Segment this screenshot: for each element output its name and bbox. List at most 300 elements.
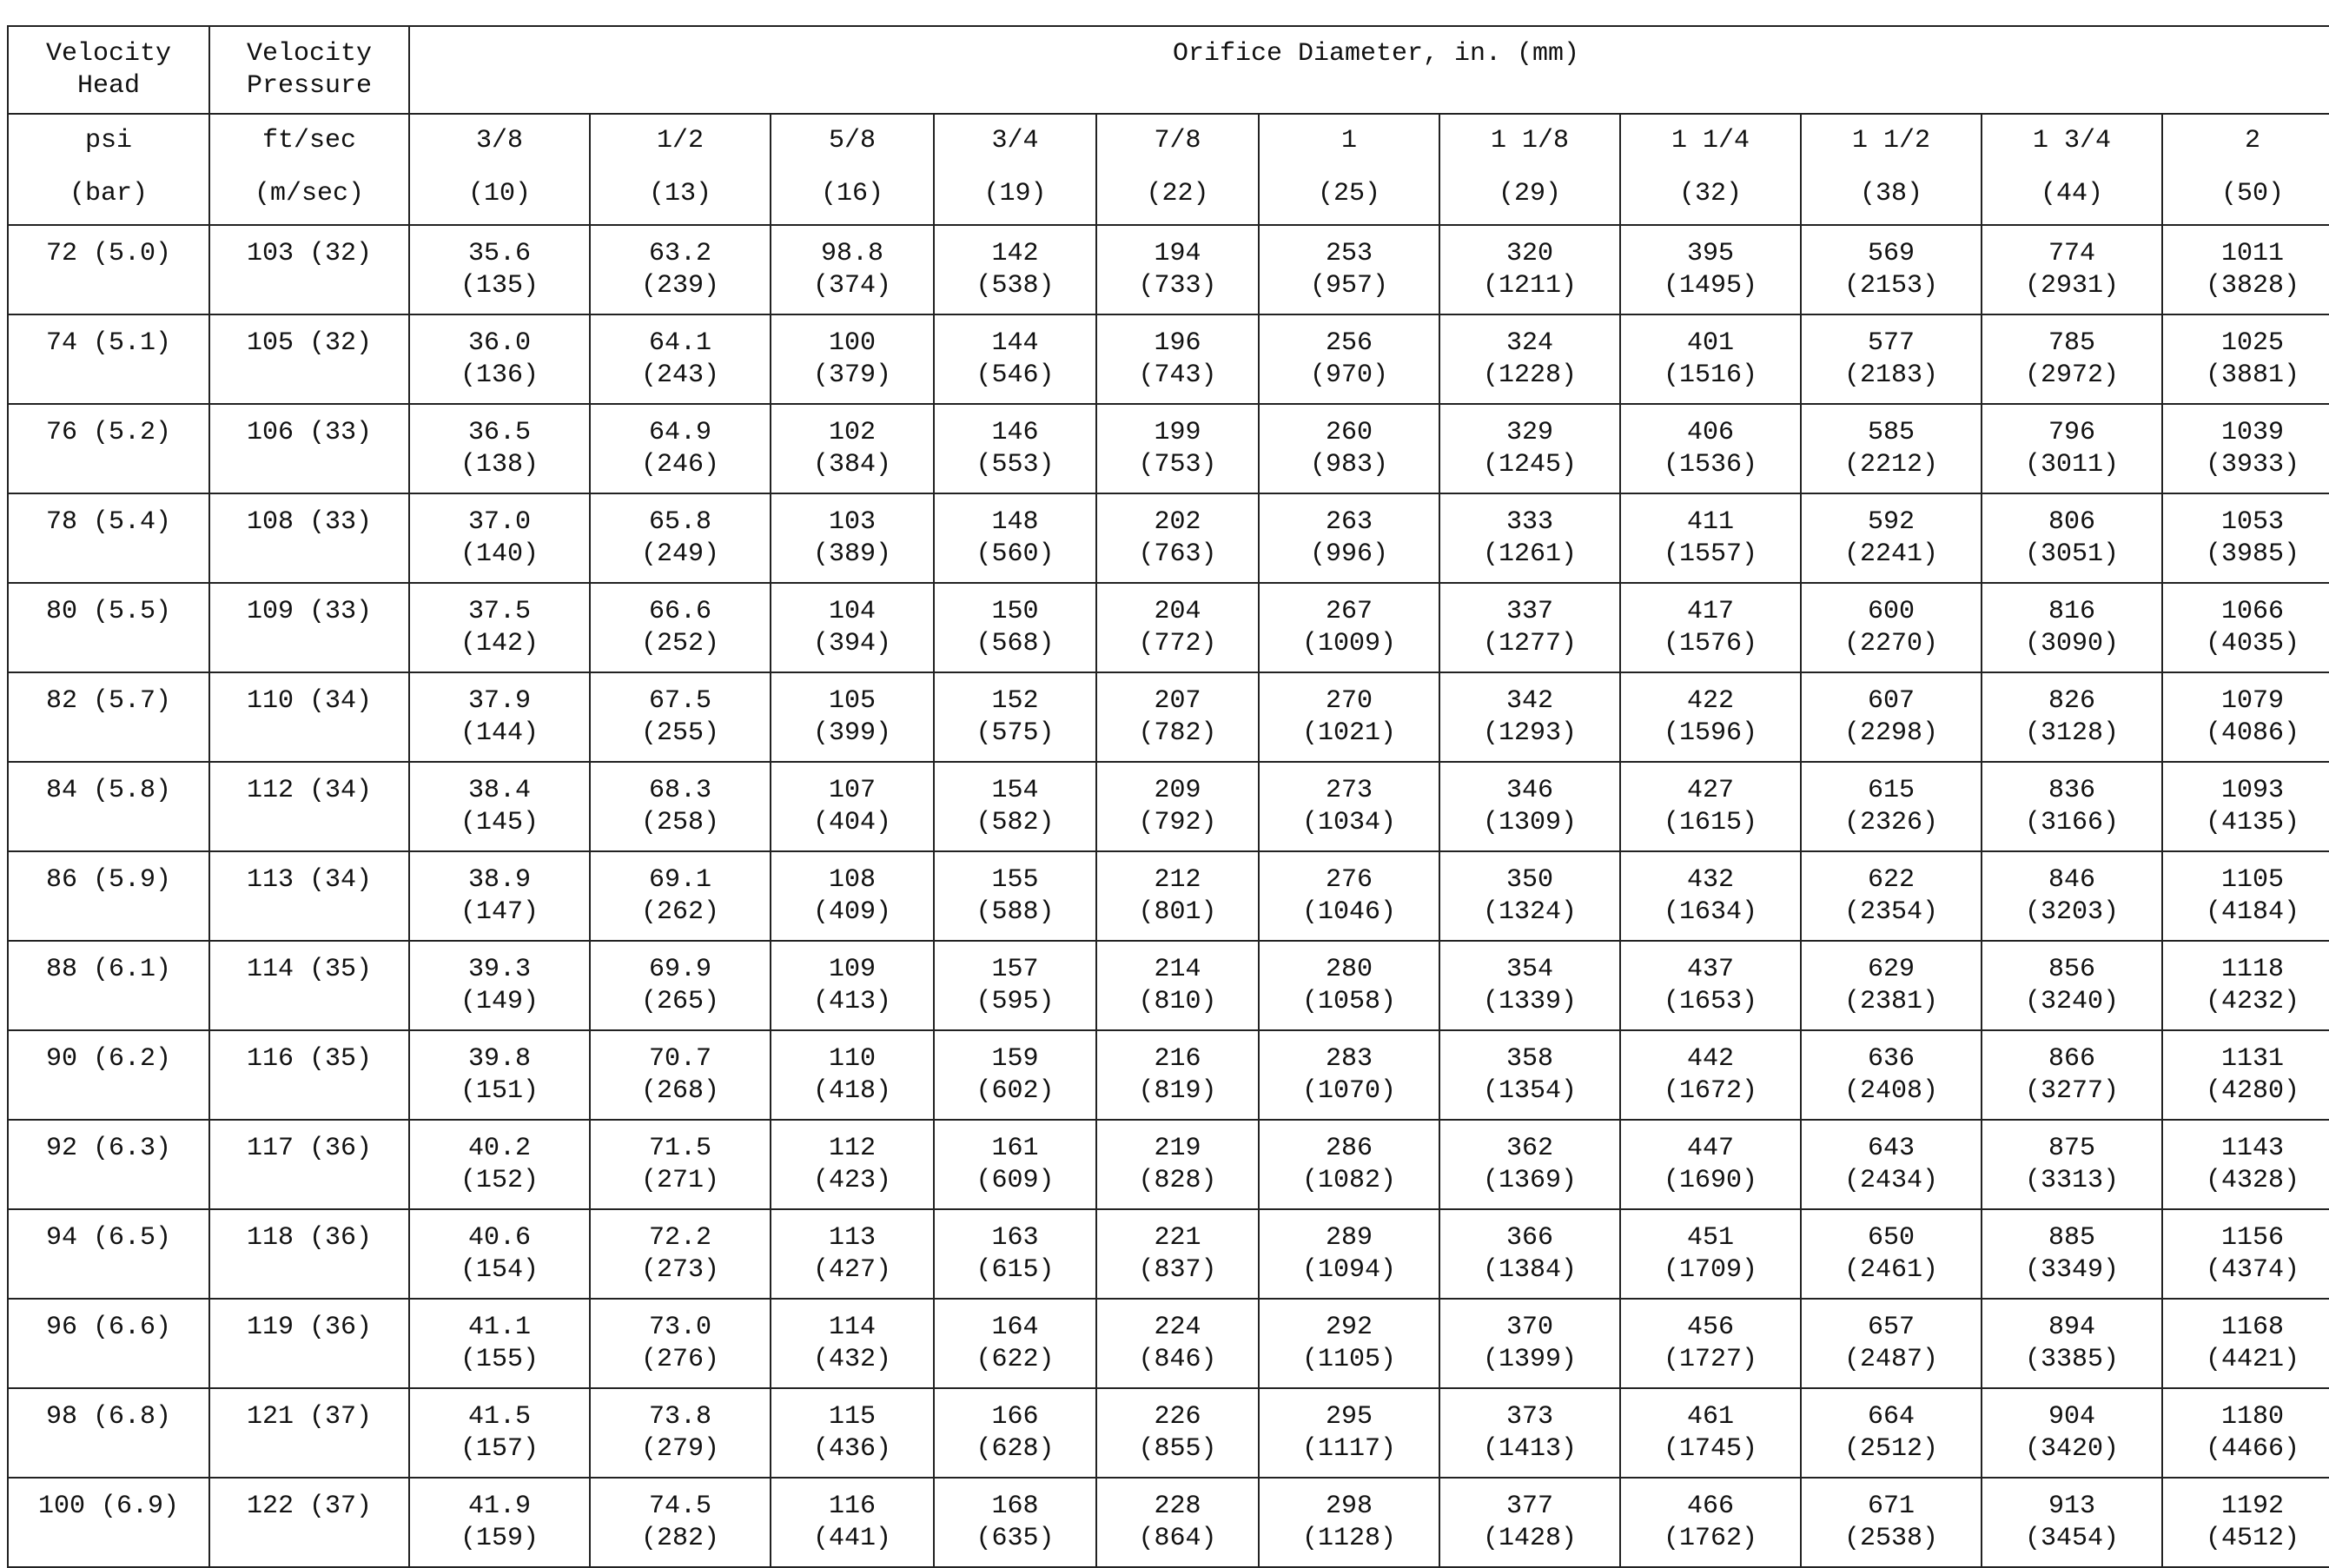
flow-cell: [590, 1120, 771, 1209]
diameter-mm: (25): [1317, 179, 1380, 208]
flow-gpm: 152: [991, 686, 1039, 716]
flow-cell: [1620, 1209, 1801, 1299]
flow-cell: [1259, 941, 1439, 1030]
flow-cell: [1439, 493, 1620, 583]
flow-lpm: (1228): [1482, 361, 1578, 390]
diameter-mm: (16): [820, 179, 883, 208]
flow-cell: [1982, 941, 2162, 1030]
flow-lpm: (282): [640, 1524, 719, 1553]
flow-gpm: 615: [1867, 776, 1915, 805]
flow-lpm: (1709): [1663, 1255, 1758, 1285]
flow-gpm: 622: [1867, 865, 1915, 895]
flow-lpm: (149): [460, 987, 539, 1016]
flow-lpm: (1536): [1663, 450, 1758, 480]
flow-lpm: (1516): [1663, 361, 1758, 390]
flow-cell: [1620, 404, 1801, 493]
flow-cell: [1801, 1120, 1982, 1209]
flow-cell: [1439, 672, 1620, 762]
flow-gpm: 664: [1867, 1402, 1915, 1432]
flow-lpm: (609): [976, 1166, 1055, 1195]
velocity-pressure-cell: 106 (33): [209, 404, 409, 493]
flow-cell: [409, 1299, 590, 1388]
table-row: [8, 1299, 2329, 1388]
flow-cell: [771, 941, 934, 1030]
flow-gpm: 342: [1505, 686, 1553, 716]
diameter-inches: 1: [1340, 126, 1357, 155]
table-row: [8, 1388, 2329, 1478]
flow-lpm: (1399): [1482, 1345, 1578, 1374]
flow-cell: [934, 851, 1096, 941]
flow-lpm: (1009): [1301, 629, 1397, 658]
flow-lpm: (628): [976, 1434, 1055, 1464]
flow-gpm: 362: [1505, 1134, 1553, 1163]
flow-gpm: 1066: [2220, 597, 2284, 626]
flow-lpm: (1634): [1663, 897, 1758, 927]
flow-lpm: (4280): [2205, 1076, 2300, 1106]
flow-gpm: 607: [1867, 686, 1915, 716]
flow-lpm: (142): [460, 629, 539, 658]
flow-gpm: 104: [828, 597, 876, 626]
velocity-pressure-cell: 109 (33): [209, 583, 409, 672]
flow-cell: [2162, 225, 2329, 314]
diameter-inches: 3/8: [475, 126, 523, 155]
flow-cell: [1801, 762, 1982, 851]
diameter-header-cell: [409, 114, 590, 225]
flow-gpm: 629: [1867, 955, 1915, 984]
flow-gpm: 456: [1686, 1313, 1734, 1342]
flow-cell: [1620, 762, 1801, 851]
flow-lpm: (140): [460, 539, 539, 569]
flow-cell: [771, 1209, 934, 1299]
flow-lpm: (409): [812, 897, 891, 927]
flow-gpm: 107: [828, 776, 876, 805]
flow-cell: [1982, 672, 2162, 762]
flow-lpm: (4135): [2205, 808, 2300, 837]
velocity-head-cell: 76 (5.2): [8, 404, 209, 493]
flow-lpm: (4374): [2205, 1255, 2300, 1285]
flow-lpm: (1211): [1482, 271, 1578, 301]
table-body: [8, 225, 2329, 1567]
velocity-head-cell: 74 (5.1): [8, 314, 209, 404]
flow-cell: [1439, 851, 1620, 941]
flow-cell: [2162, 1209, 2329, 1299]
flow-lpm: (2972): [2024, 361, 2120, 390]
flow-lpm: (2512): [1843, 1434, 1939, 1464]
flow-gpm: 36.0: [467, 328, 531, 358]
flow-cell: [409, 1478, 590, 1567]
flow-cell: [409, 314, 590, 404]
flow-cell: [1439, 404, 1620, 493]
flow-cell: [771, 1030, 934, 1120]
flow-gpm: 1025: [2220, 328, 2284, 358]
diameter-header-cell: [2162, 114, 2329, 225]
flow-cell: [2162, 851, 2329, 941]
flow-cell: [2162, 493, 2329, 583]
flow-gpm: 150: [991, 597, 1039, 626]
velocity-head-cell: 84 (5.8): [8, 762, 209, 851]
flow-gpm: 856: [2048, 955, 2095, 984]
diameter-header-cell: [1439, 114, 1620, 225]
table-row: [8, 1478, 2329, 1567]
flow-lpm: (1690): [1663, 1166, 1758, 1195]
flow-gpm: 1118: [2220, 955, 2284, 984]
flow-cell: [1620, 225, 1801, 314]
flow-lpm: (4086): [2205, 718, 2300, 748]
flow-cell: [1620, 1120, 1801, 1209]
velocity-pressure-cell: 114 (35): [209, 941, 409, 1030]
flow-lpm: (3240): [2024, 987, 2120, 1016]
orifice-diameter-label: Orifice Diameter, in. (mm): [1172, 39, 1580, 69]
flow-cell: [1801, 1388, 1982, 1478]
flow-gpm: 466: [1686, 1492, 1734, 1521]
flow-gpm: 168: [991, 1492, 1039, 1521]
flow-lpm: (819): [1138, 1076, 1217, 1106]
flow-cell: [1620, 1030, 1801, 1120]
velocity-pressure-cell: 122 (37): [209, 1478, 409, 1567]
flow-gpm: 577: [1867, 328, 1915, 358]
flow-gpm: 1053: [2220, 507, 2284, 537]
flow-gpm: 40.6: [467, 1223, 531, 1253]
flow-gpm: 64.1: [648, 328, 711, 358]
velocity-head-cell: 82 (5.7): [8, 672, 209, 762]
flow-lpm: (957): [1309, 271, 1388, 301]
flow-gpm: 1168: [2220, 1313, 2284, 1342]
flow-lpm: (2212): [1843, 450, 1939, 480]
flow-gpm: 280: [1325, 955, 1373, 984]
diameter-mm: (22): [1146, 179, 1209, 208]
flow-lpm: (1034): [1301, 808, 1397, 837]
flow-lpm: (1369): [1482, 1166, 1578, 1195]
flow-gpm: 194: [1154, 239, 1201, 268]
flow-lpm: (3090): [2024, 629, 2120, 658]
flow-gpm: 292: [1325, 1313, 1373, 1342]
flow-gpm: 657: [1867, 1313, 1915, 1342]
flow-gpm: 38.4: [467, 776, 531, 805]
flow-gpm: 1131: [2220, 1044, 2284, 1074]
flow-lpm: (3203): [2024, 897, 2120, 927]
flow-cell: [1096, 225, 1259, 314]
flow-lpm: (2298): [1843, 718, 1939, 748]
flow-lpm: (255): [640, 718, 719, 748]
flow-lpm: (1745): [1663, 1434, 1758, 1464]
flow-cell: [1439, 1120, 1620, 1209]
flow-cell: [409, 672, 590, 762]
flow-cell: [1620, 851, 1801, 941]
table-row: [8, 1209, 2329, 1299]
flow-cell: [1801, 225, 1982, 314]
flow-cell: [934, 1299, 1096, 1388]
flow-gpm: 1105: [2220, 865, 2284, 895]
flow-gpm: 68.3: [648, 776, 711, 805]
flow-cell: [934, 493, 1096, 583]
flow-gpm: 650: [1867, 1223, 1915, 1253]
flow-lpm: (635): [976, 1524, 1055, 1553]
flow-cell: [1439, 1030, 1620, 1120]
flow-cell: [1620, 1478, 1801, 1567]
flow-gpm: 1011: [2220, 239, 2284, 268]
flow-gpm: 636: [1867, 1044, 1915, 1074]
flow-cell: [1801, 314, 1982, 404]
flow-gpm: 253: [1325, 239, 1373, 268]
flow-cell: [1096, 672, 1259, 762]
flow-lpm: (3349): [2024, 1255, 2120, 1285]
velocity-pressure-cell: 118 (36): [209, 1209, 409, 1299]
flow-gpm: 283: [1325, 1044, 1373, 1074]
velocity-head-cell: 100 (6.9): [8, 1478, 209, 1567]
flow-gpm: 592: [1867, 507, 1915, 537]
flow-cell: [1096, 1120, 1259, 1209]
flow-lpm: (3313): [2024, 1166, 2120, 1195]
diameter-mm: (38): [1859, 179, 1922, 208]
flow-gpm: 643: [1867, 1134, 1915, 1163]
flow-gpm: 41.1: [467, 1313, 531, 1342]
flow-gpm: 115: [828, 1402, 876, 1432]
flow-gpm: 35.6: [467, 239, 531, 268]
table-row: [8, 672, 2329, 762]
flow-gpm: 105: [828, 686, 876, 716]
flow-cell: [771, 1120, 934, 1209]
flow-gpm: 164: [991, 1313, 1039, 1342]
flow-lpm: (252): [640, 629, 719, 658]
flow-lpm: (3011): [2024, 450, 2120, 480]
flow-lpm: (1261): [1482, 539, 1578, 569]
flow-cell: [1982, 493, 2162, 583]
flow-gpm: 437: [1686, 955, 1734, 984]
flow-cell: [2162, 404, 2329, 493]
flow-lpm: (546): [976, 361, 1055, 390]
flow-lpm: (2354): [1843, 897, 1939, 927]
flow-gpm: 144: [991, 328, 1039, 358]
flow-cell: [1259, 1030, 1439, 1120]
flow-lpm: (136): [460, 361, 539, 390]
flow-lpm: (1117): [1301, 1434, 1397, 1464]
flow-gpm: 320: [1505, 239, 1553, 268]
velocity-head-cell: 90 (6.2): [8, 1030, 209, 1120]
flow-gpm: 366: [1505, 1223, 1553, 1253]
flow-gpm: 199: [1154, 418, 1201, 447]
diameter-inches: 7/8: [1154, 126, 1201, 155]
flow-cell: [1096, 1030, 1259, 1120]
flow-lpm: (837): [1138, 1255, 1217, 1285]
flow-lpm: (743): [1138, 361, 1217, 390]
flow-gpm: 40.2: [467, 1134, 531, 1163]
flow-cell: [1801, 493, 1982, 583]
flow-cell: [590, 1388, 771, 1478]
flow-gpm: 214: [1154, 955, 1201, 984]
flow-lpm: (418): [812, 1076, 891, 1106]
flow-cell: [590, 1030, 771, 1120]
flow-lpm: (1058): [1301, 987, 1397, 1016]
flow-lpm: (3128): [2024, 718, 2120, 748]
flow-cell: [771, 583, 934, 672]
flow-lpm: (3385): [2024, 1345, 2120, 1374]
flow-cell: [2162, 941, 2329, 1030]
flow-lpm: (144): [460, 718, 539, 748]
flow-lpm: (404): [812, 808, 891, 837]
flow-cell: [590, 672, 771, 762]
flow-gpm: 70.7: [648, 1044, 711, 1074]
flow-gpm: 148: [991, 507, 1039, 537]
flow-gpm: 600: [1867, 597, 1915, 626]
flow-cell: [590, 493, 771, 583]
flow-gpm: 161: [991, 1134, 1039, 1163]
flow-cell: [2162, 1388, 2329, 1478]
flow-gpm: 37.5: [467, 597, 531, 626]
flow-cell: [590, 583, 771, 672]
flow-lpm: (258): [640, 808, 719, 837]
flow-gpm: 846: [2048, 865, 2095, 895]
table-row: [8, 493, 2329, 583]
flow-cell: [1096, 941, 1259, 1030]
flow-lpm: (239): [640, 271, 719, 301]
flow-lpm: (575): [976, 718, 1055, 748]
flow-lpm: (1046): [1301, 897, 1397, 927]
flow-lpm: (155): [460, 1345, 539, 1374]
flow-cell: [1096, 1478, 1259, 1567]
diameter-inches: 3/4: [991, 126, 1039, 155]
flow-lpm: (1557): [1663, 539, 1758, 569]
flow-gpm: 569: [1867, 239, 1915, 268]
flow-cell: [409, 851, 590, 941]
diameter-mm: (44): [2040, 179, 2103, 208]
flow-lpm: (1384): [1482, 1255, 1578, 1285]
velocity-head-cell: 96 (6.6): [8, 1299, 209, 1388]
diameter-header-cell: [934, 114, 1096, 225]
flow-cell: [1259, 493, 1439, 583]
table-row: [8, 851, 2329, 941]
flow-gpm: 417: [1686, 597, 1734, 626]
velocity-head-cell: 88 (6.1): [8, 941, 209, 1030]
flow-cell: [771, 314, 934, 404]
flow-gpm: 432: [1686, 865, 1734, 895]
diameter-inches: 1 1/8: [1490, 126, 1569, 155]
flow-cell: [2162, 672, 2329, 762]
flow-lpm: (763): [1138, 539, 1217, 569]
flow-gpm: 904: [2048, 1402, 2095, 1432]
flow-lpm: (2241): [1843, 539, 1939, 569]
flow-lpm: (3420): [2024, 1434, 2120, 1464]
velocity-pressure-cell: 112 (34): [209, 762, 409, 851]
diameter-header-cell: [1096, 114, 1259, 225]
flow-lpm: (135): [460, 271, 539, 301]
flow-cell: [771, 1478, 934, 1567]
flow-gpm: 166: [991, 1402, 1039, 1432]
flow-lpm: (151): [460, 1076, 539, 1106]
flow-lpm: (568): [976, 629, 1055, 658]
flow-lpm: (389): [812, 539, 891, 569]
flow-cell: [409, 225, 590, 314]
flow-cell: [1801, 1299, 1982, 1388]
velocity-pressure-cell: 121 (37): [209, 1388, 409, 1478]
flow-lpm: (2326): [1843, 808, 1939, 837]
flow-gpm: 41.5: [467, 1402, 531, 1432]
flow-lpm: (864): [1138, 1524, 1217, 1553]
flow-gpm: 826: [2048, 686, 2095, 716]
flow-gpm: 447: [1686, 1134, 1734, 1163]
table-row: [8, 1120, 2329, 1209]
flow-cell: [1801, 851, 1982, 941]
flow-cell: [1620, 1388, 1801, 1478]
diameter-header-cell: [590, 114, 771, 225]
flow-gpm: 102: [828, 418, 876, 447]
flow-lpm: (1082): [1301, 1166, 1397, 1195]
flow-gpm: 212: [1154, 865, 1201, 895]
flow-gpm: 39.8: [467, 1044, 531, 1074]
flow-lpm: (265): [640, 987, 719, 1016]
velocity-pressure-header: [209, 26, 409, 114]
header-row: [8, 26, 2329, 114]
flow-cell: [1096, 762, 1259, 851]
flow-gpm: 276: [1325, 865, 1373, 895]
flow-lpm: (2538): [1843, 1524, 1939, 1553]
flow-gpm: 377: [1505, 1492, 1553, 1521]
flow-gpm: 69.1: [648, 865, 711, 895]
flow-lpm: (846): [1138, 1345, 1217, 1374]
flow-gpm: 406: [1686, 418, 1734, 447]
flow-lpm: (3881): [2205, 361, 2300, 390]
flow-cell: [1259, 672, 1439, 762]
flow-gpm: 1079: [2220, 686, 2284, 716]
flow-lpm: (2270): [1843, 629, 1939, 658]
flow-cell: [1439, 583, 1620, 672]
flow-cell: [934, 1478, 1096, 1567]
flow-gpm: 286: [1325, 1134, 1373, 1163]
flow-lpm: (276): [640, 1345, 719, 1374]
flow-gpm: 273: [1325, 776, 1373, 805]
flow-lpm: (1128): [1301, 1524, 1397, 1553]
flow-cell: [1259, 1388, 1439, 1478]
flow-gpm: 163: [991, 1223, 1039, 1253]
table-row: [8, 314, 2329, 404]
flow-gpm: 72.2: [648, 1223, 711, 1253]
flow-cell: [590, 1299, 771, 1388]
diameter-inches: 1/2: [656, 126, 704, 155]
flow-cell: [1096, 404, 1259, 493]
flow-cell: [1982, 1120, 2162, 1209]
flow-lpm: (1762): [1663, 1524, 1758, 1553]
flow-gpm: 207: [1154, 686, 1201, 716]
flow-gpm: 221: [1154, 1223, 1201, 1253]
flow-lpm: (394): [812, 629, 891, 658]
diameter-header-cell: [1982, 114, 2162, 225]
flow-cell: [2162, 1030, 2329, 1120]
flow-gpm: 671: [1867, 1492, 1915, 1521]
flow-lpm: (436): [812, 1434, 891, 1464]
flow-gpm: 209: [1154, 776, 1201, 805]
diameter-inches: 1 3/4: [2032, 126, 2111, 155]
flow-cell: [1096, 1388, 1259, 1478]
orifice-flow-table: [7, 25, 2329, 1568]
flow-cell: [2162, 1120, 2329, 1209]
flow-gpm: 401: [1686, 328, 1734, 358]
flow-cell: [1982, 762, 2162, 851]
flow-gpm: 289: [1325, 1223, 1373, 1253]
header-col1-line2: Head: [76, 71, 140, 101]
flow-gpm: 796: [2048, 418, 2095, 447]
flow-gpm: 451: [1686, 1223, 1734, 1253]
flow-lpm: (1339): [1482, 987, 1578, 1016]
diameter-mm: (13): [648, 179, 711, 208]
table-row: [8, 404, 2329, 493]
flow-cell: [409, 404, 590, 493]
velocity-pressure-cell: 119 (36): [209, 1299, 409, 1388]
units-col2: [209, 114, 409, 225]
flow-gpm: 98.8: [820, 239, 883, 268]
flow-gpm: 260: [1325, 418, 1373, 447]
flow-gpm: 155: [991, 865, 1039, 895]
flow-lpm: (279): [640, 1434, 719, 1464]
flow-gpm: 461: [1686, 1402, 1734, 1432]
